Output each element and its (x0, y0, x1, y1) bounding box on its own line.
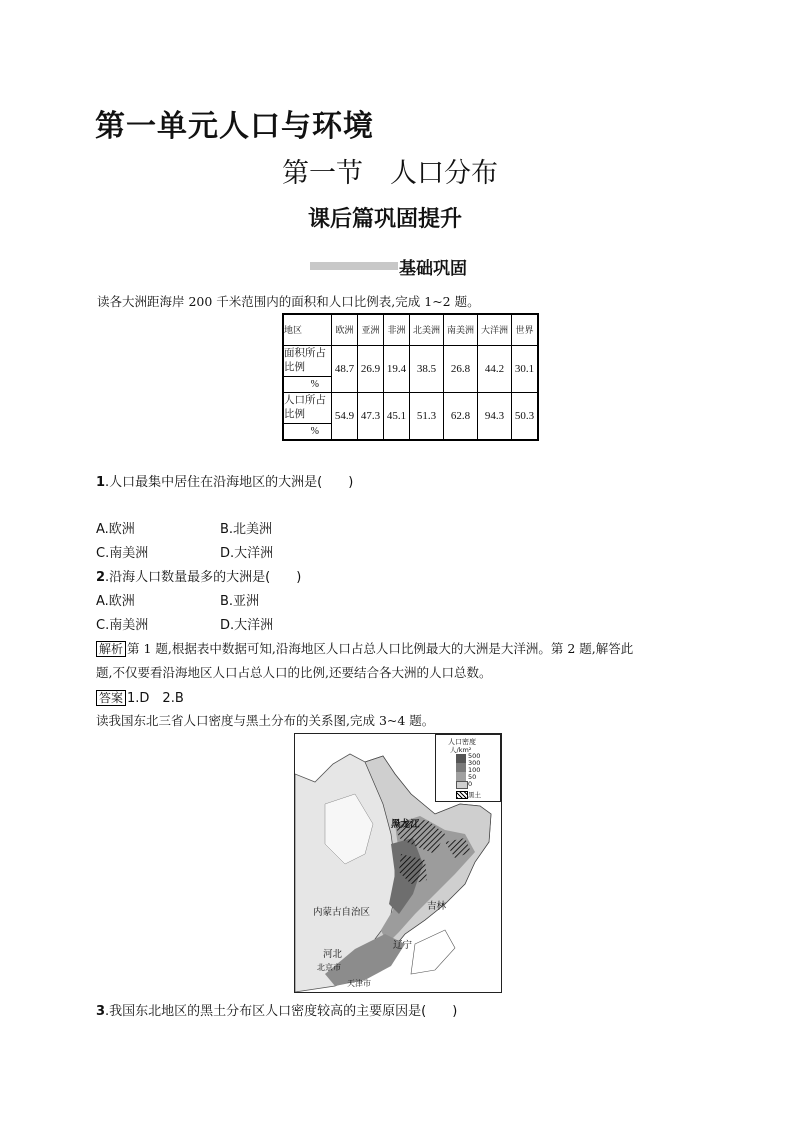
table-header-cell: 北美洲 (410, 314, 444, 346)
question-number: 1 (96, 475, 106, 490)
black-soil-swatch (456, 791, 468, 799)
row-unit: % (283, 424, 332, 441)
table-cell: 54.9 (332, 393, 358, 441)
table-header-cell: 南美洲 (444, 314, 478, 346)
answer-text: 1.D 2.B (127, 691, 184, 706)
table-header-cell: 世界 (512, 314, 539, 346)
legend-level: 300 (468, 759, 481, 767)
table-cell: 51.3 (410, 393, 444, 441)
option-c[interactable]: C.南美洲 (96, 546, 149, 561)
option-a[interactable]: A.欧洲 (96, 594, 135, 609)
table-cell: 26.9 (358, 346, 384, 393)
table-cell: 45.1 (384, 393, 410, 441)
row-unit: % (283, 377, 332, 393)
question-stem: .沿海人口数量最多的大洲是( ) (105, 570, 302, 585)
question-1 (96, 471, 353, 490)
analysis-text: 第 1 题,根据表中数据可知,沿海地区人口占总人口比例最大的大洲是大洋洲。第 2 题,解答此 (127, 641, 634, 656)
legend-swatch (456, 763, 466, 772)
row-label: 面积所占比例 (283, 346, 332, 377)
question-3 (96, 1000, 457, 1019)
table-header-cell: 大洋洲 (478, 314, 512, 346)
northeast-map (294, 733, 502, 993)
sub-title: 课后篇巩固提升 (308, 207, 463, 232)
question-number: 2 (96, 570, 106, 585)
legend-unit: 人/km² (450, 746, 472, 754)
table-header-cell: 非洲 (384, 314, 410, 346)
section-title: 第一节 人口分布 (282, 158, 498, 189)
table-header-region: 地区 (283, 314, 332, 346)
question-stem: .人口最集中居住在沿海地区的大洲是( ) (105, 475, 354, 490)
label-tianjin: 天津市 (347, 979, 371, 988)
table-cell: 94.3 (478, 393, 512, 441)
option-d[interactable]: D.大洋洲 (220, 546, 274, 561)
question-2 (96, 566, 301, 585)
label-hebei: 河北 (323, 949, 343, 960)
table-cell: 50.3 (512, 393, 539, 441)
question-number: 3 (96, 1004, 106, 1019)
intro-text-2: 读我国东北三省人口密度与黑土分布的关系图,完成 3~4 题。 (96, 713, 435, 728)
table-cell: 38.5 (410, 346, 444, 393)
data-table (282, 313, 539, 441)
legend-level: 100 (468, 766, 481, 774)
legend-level: 500 (468, 752, 481, 760)
option-b[interactable]: B.亚洲 (220, 594, 260, 609)
intro-text-1: 读各大洲距海岸 200 千米范围内的面积和人口比例表,完成 1~2 题。 (97, 294, 480, 309)
legend-level: 50 (468, 773, 477, 781)
table-cell: 62.8 (444, 393, 478, 441)
map-legend (435, 734, 501, 802)
table-cell: 44.2 (478, 346, 512, 393)
analysis-line-2: 题,不仅要看沿海地区人口占总人口的比例,还要结合各大洲的人口总数。 (96, 665, 492, 680)
legend-black-soil: 黑土 (468, 791, 481, 799)
question-stem: .我国东北地区的黑土分布区人口密度较高的主要原因是( ) (105, 1004, 458, 1019)
unit-title: 第一单元人口与环境 (95, 109, 374, 144)
option-c[interactable]: C.南美洲 (96, 618, 149, 633)
option-b[interactable]: B.北美洲 (220, 522, 273, 537)
table-cell: 26.8 (444, 346, 478, 393)
table-header-cell: 亚洲 (358, 314, 384, 346)
row-label: 人口所占比例 (283, 393, 332, 424)
section-bar (310, 262, 398, 270)
basic-label: 基础巩固 (399, 259, 467, 279)
analysis-line-1 (96, 639, 633, 657)
table-header-row (283, 314, 538, 346)
label-liaoning: 辽宁 (393, 940, 413, 951)
table-cell: 47.3 (358, 393, 384, 441)
label-neimenggu: 内蒙古自治区 (313, 907, 371, 918)
option-a[interactable]: A.欧洲 (96, 522, 135, 537)
label-heilongjiang: 黑龙江 (391, 819, 420, 830)
legend-swatch (456, 781, 468, 789)
table-cell: 30.1 (512, 346, 539, 393)
label-jilin: 吉林 (427, 901, 447, 912)
option-d[interactable]: D.大洋洲 (220, 618, 274, 633)
table-cell: 48.7 (332, 346, 358, 393)
legend-title: 人口密度 (448, 738, 476, 746)
label-beijing: 北京市 (317, 963, 341, 972)
legend-swatch (456, 754, 466, 763)
table-row (283, 393, 538, 424)
legend-swatch (456, 772, 466, 781)
analysis-tag: 解析 (96, 641, 126, 657)
answer-line (96, 687, 184, 706)
answer-tag: 答案 (96, 690, 126, 706)
table-cell: 19.4 (384, 346, 410, 393)
table-header-cell: 欧洲 (332, 314, 358, 346)
legend-level: 0 (468, 780, 473, 788)
table-row (283, 346, 538, 377)
